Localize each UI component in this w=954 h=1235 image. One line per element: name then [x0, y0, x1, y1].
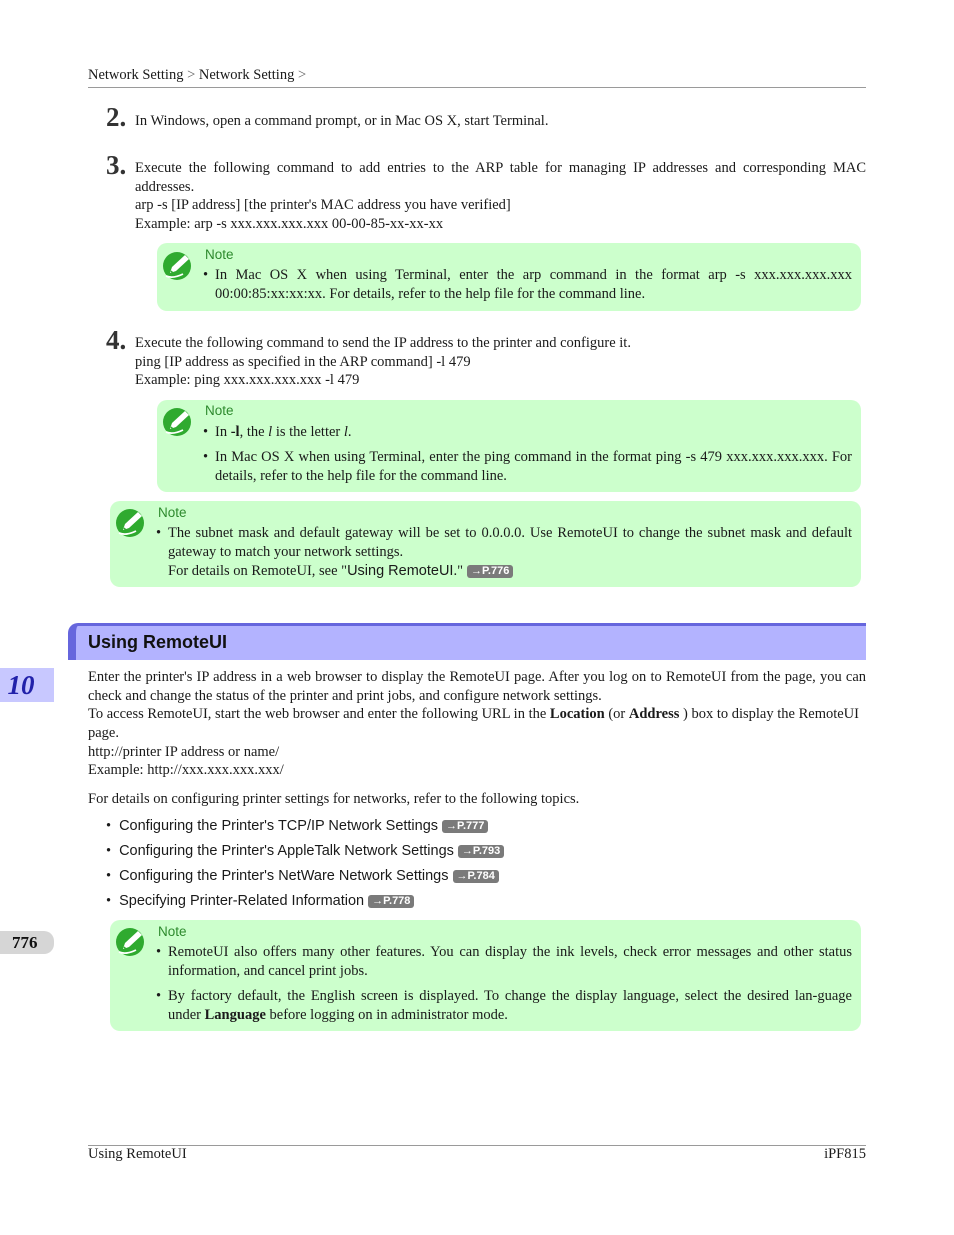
note-text-italic: l	[343, 424, 348, 440]
page-number: 776	[12, 933, 38, 952]
step-number: 2.	[106, 102, 127, 132]
bullet-dot: •	[106, 818, 112, 834]
topic-link[interactable]: Configuring the Printer's NetWare Network Settings	[119, 868, 449, 884]
bullet-dot: •	[156, 944, 162, 960]
list-item	[106, 842, 504, 860]
step-number: 4.	[106, 325, 127, 355]
note-text: The subnet mask and default gateway will be set to 0.0.0.0. Use RemoteUI to change the subnet mask and default gateway to match your network settings.	[168, 525, 852, 560]
body-paragraph: Enter the printer's IP address in a web browser to display the RemoteUI page. After you log on to RemoteUI from the page, you can check and change the status of the printer and print jobs, and configure network settings.	[88, 669, 866, 704]
page-link-badge[interactable]: →P.784	[453, 870, 499, 883]
note-text-bold: -l	[230, 424, 240, 440]
topic-link[interactable]: Configuring the Printer's AppleTalk Network Settings	[119, 843, 454, 859]
body-paragraph: Example: http://xxx.xxx.xxx.xxx/	[88, 762, 284, 778]
step-line: ping [IP address as specified in the ARP command] -l 479	[135, 353, 471, 370]
note-text: In	[215, 424, 231, 440]
pencil-note-icon	[114, 506, 148, 538]
breadcrumb	[88, 67, 306, 84]
note-bullet	[156, 987, 852, 1024]
body-paragraph: For details on configuring printer settings for networks, refer to the following topics.	[88, 791, 580, 807]
header-rule	[88, 87, 866, 88]
note-text: , the	[239, 424, 269, 440]
note-text: before logging on in administrator mode.	[265, 1006, 508, 1023]
note-bullet	[203, 423, 852, 442]
footer-rule	[88, 1145, 866, 1146]
note-text-bold: Language	[204, 1006, 266, 1023]
note-reference-line	[168, 562, 852, 581]
note-bullet	[203, 448, 852, 485]
note-bullet	[156, 943, 852, 980]
topic-link[interactable]: Specifying Printer-Related Information	[119, 893, 365, 909]
page-link-badge[interactable]: →P.776	[467, 565, 513, 578]
body-text: ) box to display the RemoteUI page.	[88, 706, 859, 741]
list-item	[106, 817, 488, 835]
breadcrumb-item[interactable]: Network Setting	[88, 67, 184, 83]
body-text: To access RemoteUI, start the web browser and enter the following URL in the	[88, 706, 550, 722]
list-item	[106, 867, 499, 885]
breadcrumb-separator: >	[187, 67, 196, 83]
note-label: Note	[158, 924, 187, 939]
step-line: Execute the following command to add entries to the ARP table for managing IP addresses and corresponding MAC addresses.	[135, 160, 866, 195]
page-link-badge[interactable]: →P.778	[368, 895, 414, 908]
step-line: Example: ping xxx.xxx.xxx.xxx -l 479	[135, 372, 360, 388]
footer-product-name: iPF815	[824, 1146, 866, 1162]
bullet-dot: •	[156, 525, 162, 541]
bullet-dot: •	[203, 267, 209, 283]
note-text: ."	[453, 563, 463, 579]
pencil-note-icon	[161, 405, 195, 437]
pencil-note-icon	[161, 249, 195, 281]
note-bullet	[203, 266, 852, 303]
body-text: (or	[604, 706, 629, 722]
list-item	[106, 892, 414, 910]
step-text	[135, 334, 866, 390]
breadcrumb-separator: >	[297, 67, 307, 83]
bullet-dot: •	[106, 843, 112, 859]
note-text: By factory default, the English screen is displayed. To change the display language, select the desired lan-guage under	[168, 988, 852, 1023]
note-text: In Mac OS X when using Terminal, enter the arp command in the format arp -s xxx.xxx.xxx.xxx 00:00:85:xx:xx:xx. For details, refer to the help file for the command line.	[215, 267, 852, 302]
step-line: Execute the following command to send the IP address to the printer and configure it.	[135, 335, 631, 351]
note-text: RemoteUI also offers many other features. You can display the ink levels, check error messages and other status information, and cancel print jobs.	[168, 944, 852, 979]
page-link-badge[interactable]: →P.777	[442, 820, 488, 833]
chapter-number[interactable]: 10	[7, 670, 35, 700]
note-text: In Mac OS X when using Terminal, enter the ping command in the format ping -s 479 xxx.xxx.xxx.xxx. For details, refer to the help file for the command line.	[215, 449, 852, 484]
step-line: Example: arp -s xxx.xxx.xxx.xxx 00-00-85-xx-xx-xx	[135, 215, 444, 232]
bullet-dot: •	[203, 424, 209, 440]
step-line: arp -s [IP address] [the printer's MAC address you have verified]	[135, 197, 511, 213]
note-label: Note	[205, 403, 234, 418]
note-text: .	[347, 424, 352, 440]
step-text: In Windows, open a command prompt, or in Mac OS X, start Terminal.	[135, 113, 549, 129]
body-text-bold: Address	[628, 706, 680, 722]
footer-section-title: Using RemoteUI	[88, 1146, 187, 1162]
pencil-note-icon	[114, 925, 148, 957]
body-paragraph	[88, 705, 866, 742]
note-label: Note	[158, 505, 187, 520]
note-label: Note	[205, 247, 234, 262]
note-bullet	[156, 524, 852, 561]
bullet-dot: •	[203, 449, 209, 465]
page-link-badge[interactable]: →P.793	[458, 845, 504, 858]
bullet-dot: •	[106, 893, 112, 909]
section-title: Using RemoteUI	[88, 632, 228, 652]
note-text: For details on RemoteUI, see "	[168, 563, 348, 579]
note-text-italic: l	[268, 424, 273, 440]
bullet-dot: •	[106, 868, 112, 884]
step-number: 3.	[106, 150, 127, 180]
body-paragraph: http://printer IP address or name/	[88, 744, 280, 760]
topic-link[interactable]: Configuring the Printer's TCP/IP Network Settings	[119, 818, 439, 834]
reference-link[interactable]: Using RemoteUI	[347, 563, 454, 579]
step-text	[135, 159, 866, 233]
note-text: is the letter	[272, 424, 344, 440]
breadcrumb-item[interactable]: Network Setting	[198, 67, 295, 83]
bullet-dot: •	[156, 988, 162, 1004]
body-text-bold: Location	[549, 706, 605, 722]
